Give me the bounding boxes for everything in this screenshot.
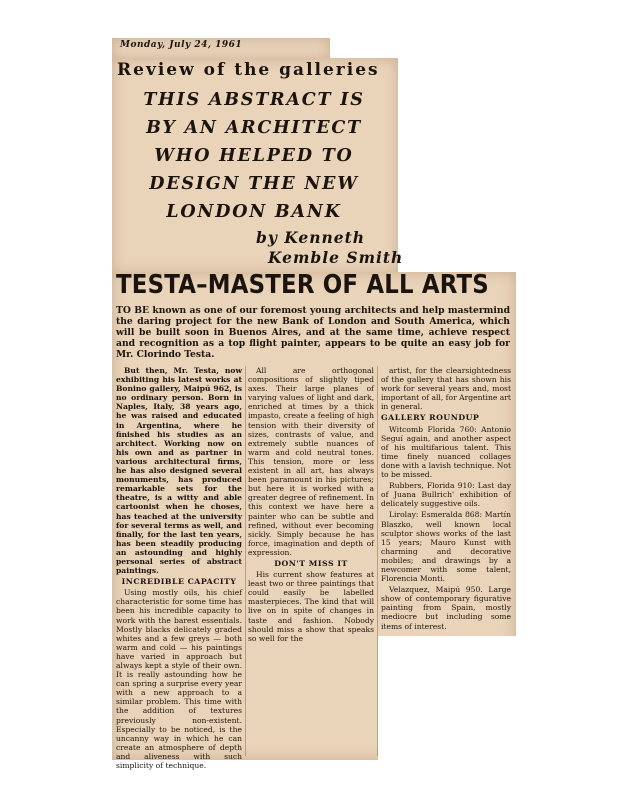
clipping-cut-out xyxy=(378,636,516,760)
column-2-paragraph: His current show features at least two or three paintings that could easily be labelled masterpieces. The kind that will live on in spite of changes in taste and fashion. Nobody should miss a show that speaks so well for the xyxy=(248,570,374,643)
column-1-paragraph: Using mostly oils, his chief characteristic for some time has been his incredible capacity to work with the barest essentials. Mostly blacks delicately graded whites and a few greys — both warm and cold — his paintings have varied in approach but always kept a style of their own. It is really astounding how he can spring a surprise every year with a new approach to a similar problem. This time with the addition of textures previously non-existent. Especially to be noticed, is the uncanny way in which he can create an atmosphere of depth and aliveness with such simplicity of technique. xyxy=(116,588,242,771)
roundup-item: Rubbers, Florida 910: Last day of Juana Bullrich' exhibition of delicately suggestive oils. xyxy=(381,481,511,509)
column-divider xyxy=(245,366,246,756)
roundup-item: Witcomb Florida 760: Antonio Seguí again, and another aspect of his multifarious talent. This time finely nuanced collages done with a lavish technique. Not to be missed. xyxy=(381,424,511,480)
byline-line-1: by Kenneth xyxy=(256,228,366,247)
headline-line-2: BY AN ARCHITECT xyxy=(146,118,362,138)
byline-line-2: Kemble Smith xyxy=(268,248,404,267)
subheading-incredible-capacity: INCREDIBLE CAPACITY xyxy=(121,577,237,587)
column-2 xyxy=(248,366,374,645)
column-3 xyxy=(381,366,511,633)
roundup-item: Lirolay: Esmeralda 868: Martín Blaszko, well known local sculptor shows works of the last 15 years; Mauro Kunst with charming and decorative mobiles; and drawings by a newcomer with some talent, Florencia Monti. xyxy=(381,510,511,584)
headline-line-4: DESIGN THE NEW xyxy=(149,174,359,194)
article-lead: TO BE known as one of our foremost young architects and help mastermind the daring project for the new Bank of London and South America, which will be built soon in Buenos Aires, and at the same time, achieve respect and recognition as a top flight painter, appears to be quite an easy job for Mr. Clorindo Testa. xyxy=(116,305,510,360)
headline-line-1: THIS ABSTRACT IS xyxy=(143,90,365,110)
subheading-dont-miss-it: DON'T MISS IT xyxy=(274,558,348,568)
roundup-item: Velazquez, Maipú 950. Large show of contemporary figurative painting from Spain, mostly mediocre but including some items of interest. xyxy=(381,585,511,631)
column-1 xyxy=(116,366,242,772)
headline-line-5: LONDON BANK xyxy=(166,202,342,222)
article-title: TESTA–MASTER OF ALL ARTS xyxy=(116,270,489,300)
subheading-gallery-roundup: GALLERY ROUNDUP xyxy=(381,413,480,423)
column-3-paragraph: artist, for the clearsightedness of the gallery that has shown his work for several years and, most important of all, for Argentine art in general. xyxy=(381,366,511,412)
column-divider xyxy=(377,366,378,756)
column-1-paragraph: But then, Mr. Testa, now exhibiting his latest works at Bonino gallery, Maipú 962, is no ordinary person. Born in Naples, Italy, 38 years ago, he was raised and educated in Argentina, where he finished his studies as an architect. Working now on his own and as partner in various architectural firms, he has also designed several monuments, has produced remarkable sets for the theatre, is a witty and able cartoonist when he choses, has teached at the university for several terms as well, and finally, for the last ten years, has been steadily producing an astounding and highly personal series of abstract paintings. xyxy=(116,366,242,576)
clipping-date: Monday, July 24, 1961 xyxy=(120,40,243,50)
column-2-paragraph: All are orthogonal compositions of slightly tiped axes. Their large planes of varying values of light and dark, enriched at times by a thick impasto, create a feeling of high tension with their diversity of sizes, contrasts of value, and extremely subtle nuances of warm and cold neutral tones. This tension, more or less existent in all art, has always been paramount in his pictures; but here it is worked with a greater degree of refinement. In this context we have here a painter who can be subtle and refined, without ever becoming sickly. Simply because he has force, imagination and depth of expression. xyxy=(248,366,374,557)
headline-line-3: WHO HELPED TO xyxy=(154,146,354,166)
section-kicker: Review of the galleries xyxy=(117,60,380,80)
